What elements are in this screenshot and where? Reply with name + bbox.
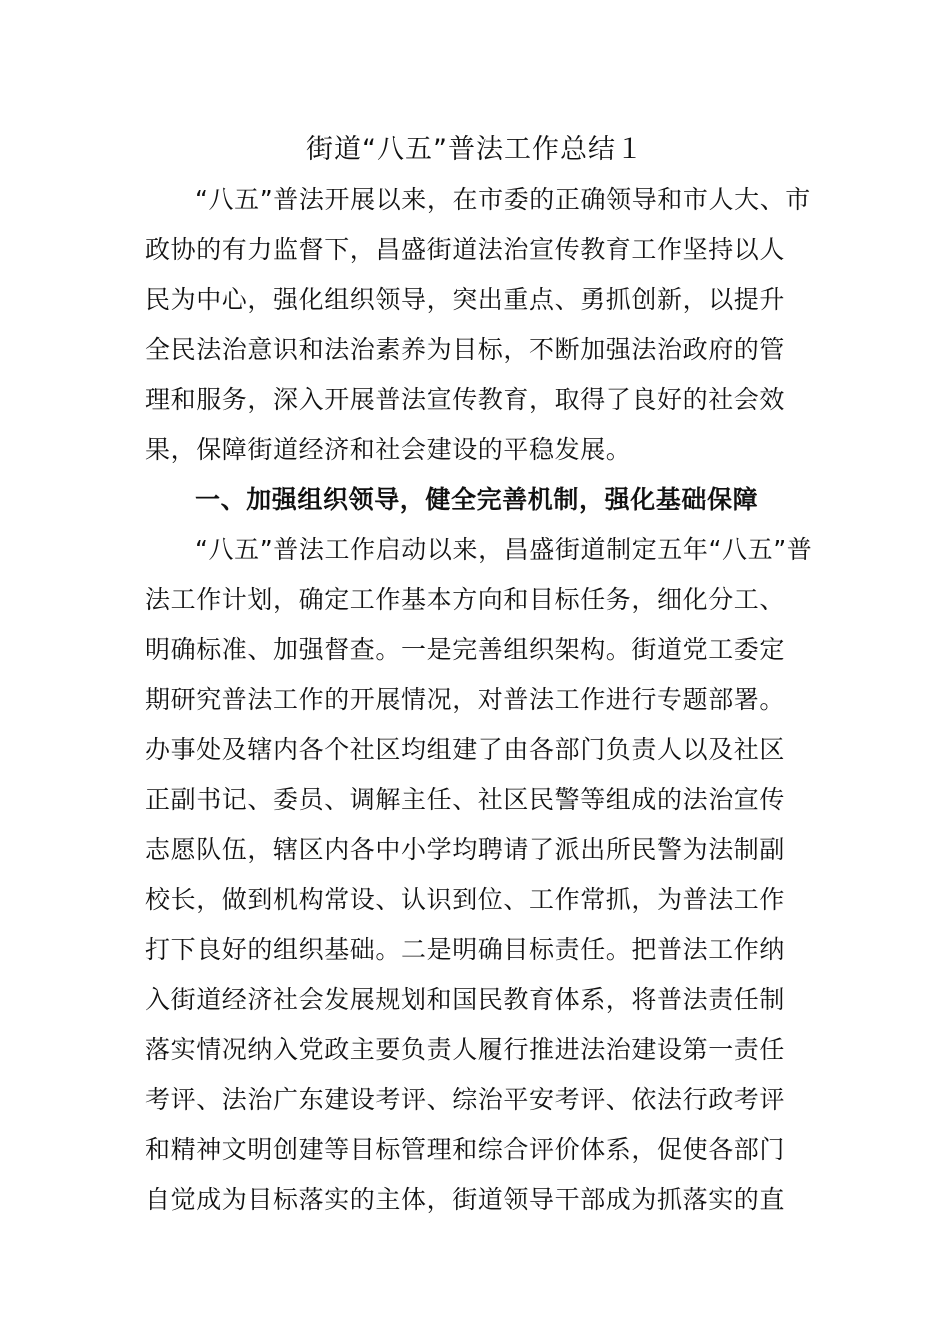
section-heading-1: 一、加强组织领导，健全完善机制，强化基础保障 (195, 485, 759, 514)
paragraph-2-line: 办事处及辖内各个社区均组建了由各部门负责人以及社区 (145, 735, 786, 764)
paragraph-2-line: 落实情况纳入党政主要负责人履行推进法治建设第一责任 (145, 1035, 786, 1064)
paragraph-2-line: 正副书记、委员、调解主任、社区民警等组成的法治宣传 (145, 785, 786, 814)
paragraph-2-line: “八五”普法工作启动以来，昌盛街道制定五年“八五”普 (195, 535, 813, 564)
paragraph-2-line: 法工作计划，确定工作基本方向和目标任务，细化分工、 (145, 585, 786, 614)
paragraph-2-line: 志愿队伍，辖区内各中小学均聘请了派出所民警为法制副 (145, 835, 786, 864)
paragraph-1-line: 理和服务，深入开展普法宣传教育，取得了良好的社会效 (145, 385, 786, 414)
paragraph-2-line: 入街道经济社会发展规划和国民教育体系，将普法责任制 (145, 985, 786, 1014)
document-body (145, 175, 815, 1225)
paragraph-1-line: 全民法治意识和法治素养为目标，不断加强法治政府的管 (145, 335, 786, 364)
paragraph-2-line: 和精神文明创建等目标管理和综合评价体系，促使各部门 (145, 1135, 786, 1164)
paragraph-1-line: 民为中心，强化组织领导，突出重点、勇抓创新，以提升 (145, 285, 786, 314)
paragraph-1-line: “八五”普法开展以来，在市委的正确领导和市人大、市 (195, 185, 811, 214)
document-title: 街道“八五”普法工作总结１ (306, 134, 644, 165)
paragraph-2-line: 打下良好的组织基础。二是明确目标责任。把普法工作纳 (145, 935, 786, 964)
paragraph-2-line: 考评、法治广东建设考评、综治平安考评、依法行政考评 (145, 1085, 786, 1114)
paragraph-2-line: 明确标准、加强督查。一是完善组织架构。街道党工委定 (145, 635, 786, 664)
paragraph-2-line: 自觉成为目标落实的主体，街道领导干部成为抓落实的直 (145, 1185, 786, 1214)
paragraph-2-line: 期研究普法工作的开展情况，对普法工作进行专题部署。 (145, 685, 786, 714)
paragraph-1-line: 果，保障街道经济和社会建设的平稳发展。 (145, 435, 632, 464)
paragraph-1-line: 政协的有力监督下，昌盛街道法治宣传教育工作坚持以人 (145, 235, 786, 264)
paragraph-2-line: 校长，做到机构常设、认识到位、工作常抓，为普法工作 (145, 885, 786, 914)
